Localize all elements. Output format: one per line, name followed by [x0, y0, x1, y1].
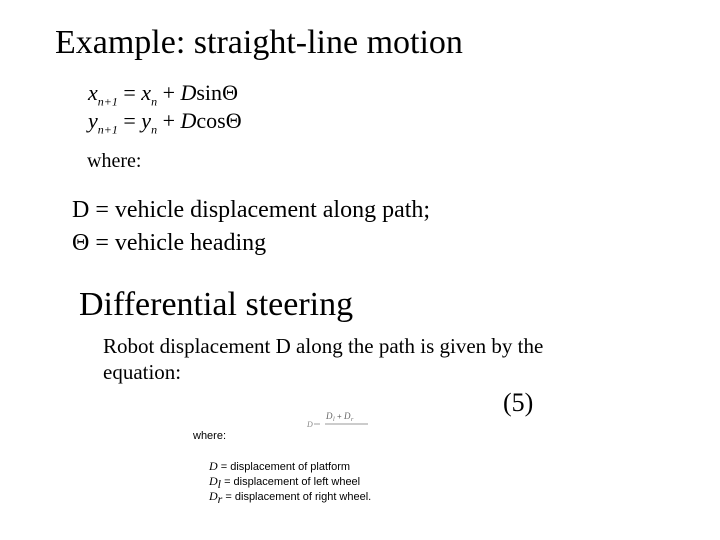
small-equation-image — [306, 410, 370, 430]
robot-text-line-2: equation: — [103, 360, 182, 384]
slide-title: Example: straight-line motion — [55, 24, 463, 61]
small-equation-subscript-right: r — [351, 417, 354, 423]
definition-displacement: D = vehicle displacement along path; — [72, 197, 431, 223]
robot-text-line-1: Robot displacement D along the path is given by the — [103, 334, 544, 358]
equation-y-update: $y_{n+1} = y_n + Dcos\Theta$ — [88, 108, 242, 137]
small-def-right-wheel: $D_r$ = displacement of right wheel. — [209, 489, 372, 507]
small-equation-numerator-right: D — [344, 411, 351, 421]
where-label: where: — [87, 150, 142, 172]
small-where-label: where: — [193, 430, 227, 442]
small-equation-plus: + — [337, 412, 342, 421]
small-def-platform: D = displacement of platform — [209, 459, 351, 473]
small-equation-subscript-left: l — [333, 417, 335, 423]
equation-number: (5) — [503, 388, 534, 417]
small-def-left-wheel: $D_l$ = displacement of left wheel — [209, 474, 361, 492]
small-equation-numerator-left: D — [326, 411, 333, 421]
definition-heading: Θ = vehicle heading — [72, 230, 267, 256]
equation-x-update: $x_{n+1} = x_n + Dsin\Theta$ — [88, 80, 238, 109]
small-equation-lhs: D — [307, 420, 313, 429]
section-subtitle: Differential steering — [79, 286, 354, 323]
